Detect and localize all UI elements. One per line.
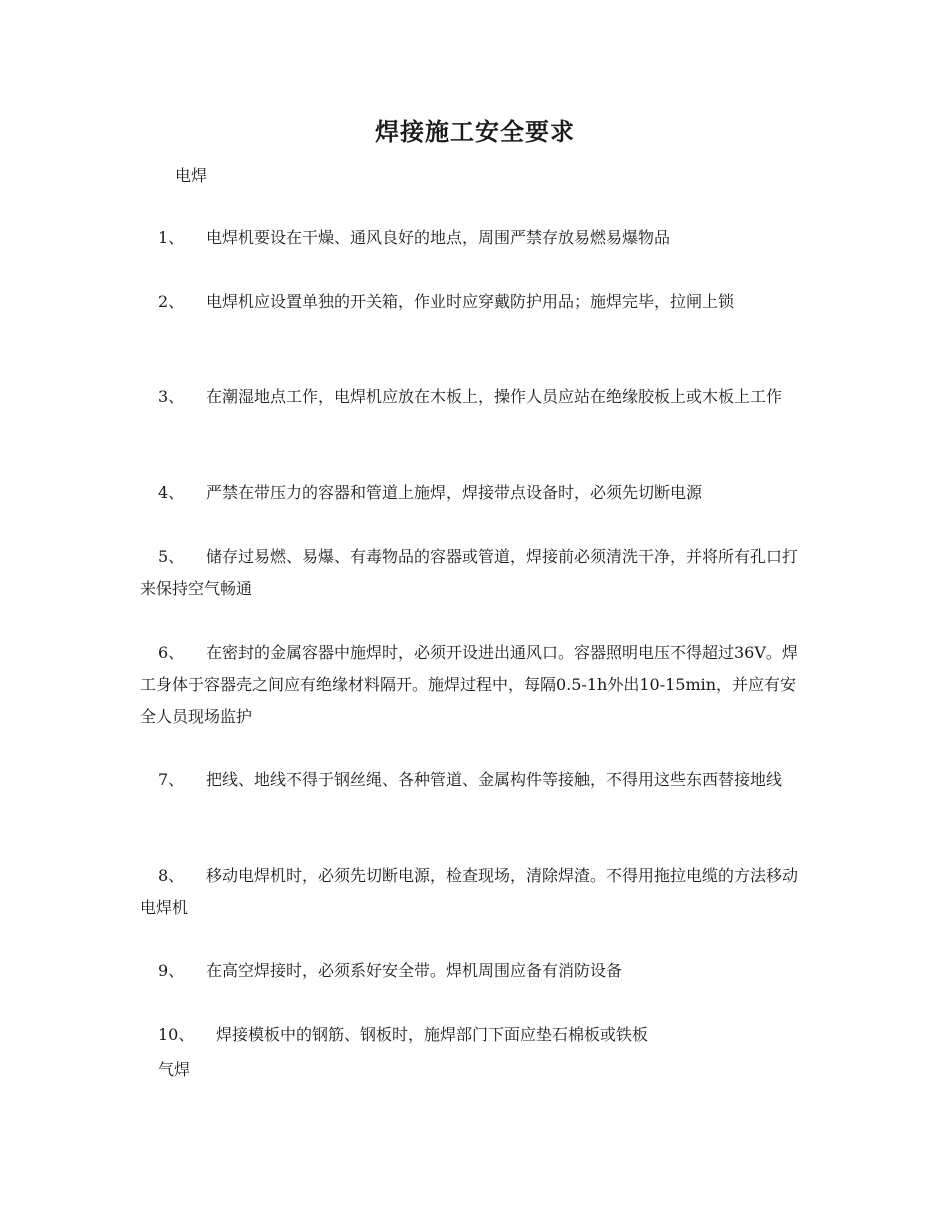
item-number: 3、 — [158, 387, 185, 406]
document-title: 焊接施工安全要求 — [375, 117, 575, 146]
list-item — [140, 477, 805, 509]
item-number: 6、 — [158, 643, 185, 662]
item-text: 在密封的金属容器中施焊时，必须开设进出通风口。容器照明电压不得超过36V。焊工身体于容器壳之间应有绝缘材料隔开。施焊过程中，每隔0.5-1h外出10-15min，并应有安全人员现场监护 — [140, 643, 798, 726]
item-number: 7、 — [158, 770, 185, 789]
list-item — [140, 860, 805, 924]
list-item — [140, 764, 805, 796]
item-number: 2、 — [158, 292, 185, 311]
list-item — [140, 541, 805, 605]
item-text: 在潮湿地点工作，电焊机应放在木板上，操作人员应站在绝缘胶板上或木板上工作 — [206, 387, 783, 406]
item-text: 在高空焊接时，必须系好安全带。焊机周围应备有消防设备 — [206, 961, 623, 980]
item-number: 8、 — [158, 866, 185, 885]
section-heading-electric-welding: 电焊 — [175, 166, 208, 185]
list-item — [140, 1019, 805, 1051]
item-number: 9、 — [158, 961, 185, 980]
list-item — [140, 381, 805, 413]
item-text: 焊接模板中的钢筋、钢板时，施焊部门下面应垫石棉板或铁板 — [216, 1025, 649, 1044]
item-number: 1、 — [158, 228, 185, 247]
item-number: 10、 — [158, 1025, 195, 1044]
list-item — [140, 637, 805, 733]
item-text: 移动电焊机时，必须先切断电源，检查现场，清除焊渣。不得用拖拉电缆的方法移动电焊机 — [140, 866, 799, 917]
item-number: 4、 — [158, 483, 185, 502]
list-item — [140, 286, 805, 318]
item-text: 严禁在带压力的容器和管道上施焊，焊接带点设备时，必须先切断电源 — [206, 483, 703, 502]
section-heading-gas-welding: 气焊 — [158, 1060, 191, 1079]
item-text: 把线、地线不得于钢丝绳、各种管道、金属构件等接触，不得用这些东西替接地线 — [206, 770, 783, 789]
item-text: 储存过易燃、易爆、有毒物品的容器或管道，焊接前必须清洗干净，并将所有孔口打来保持空气畅通 — [140, 547, 799, 598]
item-text: 电焊机要设在干燥、通风良好的地点，周围严禁存放易燃易爆物品 — [206, 228, 671, 247]
list-item — [140, 222, 805, 254]
item-text: 电焊机应设置单独的开关箱，作业时应穿戴防护用品；施焊完毕，拉闸上锁 — [206, 292, 735, 311]
item-number: 5、 — [158, 547, 185, 566]
list-item — [140, 955, 805, 987]
